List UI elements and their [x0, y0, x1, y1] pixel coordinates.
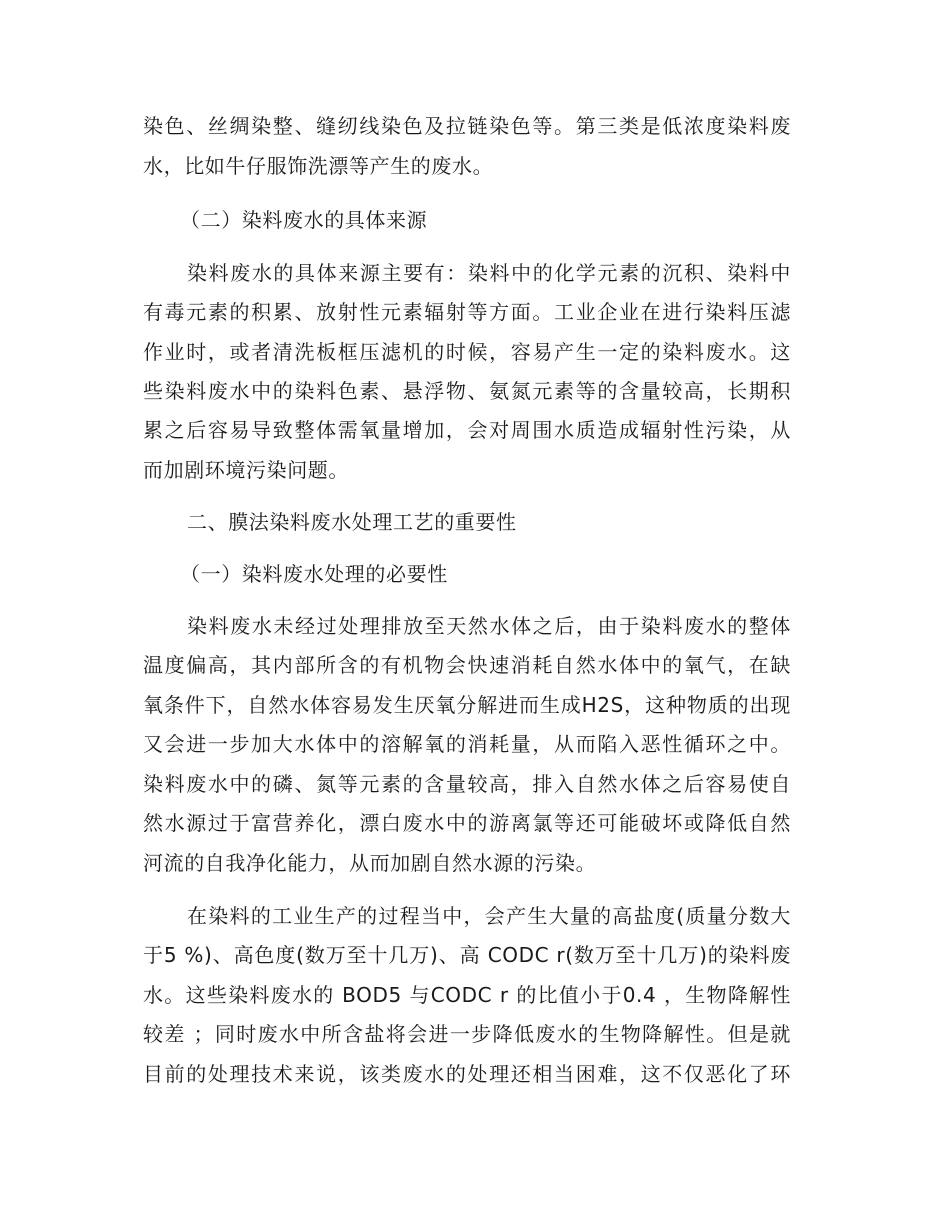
paragraph-line: 些染料废水中的染料色素、悬浮物、氨氮元素等的含量较高，长期积	[143, 379, 791, 403]
paragraph-line: 又会进一步加大水体中的溶解氧的消耗量，从而陷入恶性循环之中。	[143, 732, 791, 756]
paragraph-line: 染料废水未经过处理排放至天然水体之后，由于染料废水的整体	[187, 614, 791, 638]
paragraph-line: 而加剧环境污染问题。	[143, 458, 349, 482]
paragraph-line: 温度偏高，其内部所含的有机物会快速消耗自然水体中的氧气，在缺	[143, 653, 791, 677]
paragraph-line: 河流的自我净化能力，从而加剧自然水源的污染。	[143, 851, 597, 875]
paragraph-line: 累之后容易导致整体需氧量增加，会对周围水质造成辐射性污染，从	[143, 418, 791, 442]
paragraph-line: 氧条件下，自然水体容易发生厌氧分解进而生成H2S，这种物质的出现	[143, 693, 791, 717]
paragraph-line: 水，比如牛仔服饰洗漂等产生的废水。	[143, 154, 494, 178]
section-subheading: （一）染料废水处理的必要性	[180, 562, 448, 586]
paragraph-line: 有毒元素的积累、放射性元素辐射等方面。工业企业在进行染料压滤	[143, 300, 791, 324]
paragraph-line: 染料废水中的磷、氮等元素的含量较高，排入自然水体之后容易使自	[143, 772, 791, 796]
paragraph-line: 水。这些染料废水的 BOD5 与CODC r 的比值小于0.4 ，生物降解性	[143, 983, 791, 1007]
section-subheading: （二）染料废水的具体来源	[180, 208, 428, 232]
paragraph-line: 染料废水的具体来源主要有：染料中的化学元素的沉积、染料中	[187, 261, 791, 285]
paragraph-line: 然水源过于富营养化，漂白废水中的游离氯等还可能破坏或降低自然	[143, 811, 791, 835]
paragraph-line: 较差 ；同时废水中所含盐将会进一步降低废水的生物降解性。但是就	[143, 1022, 791, 1046]
paragraph-line: 于5 %)、高色度(数万至十几万)、高 CODC r(数万至十几万)的染料废	[143, 943, 791, 967]
paragraph-line: 目前的处理技术来说，该类废水的处理还相当困难，这不仅恶化了环	[143, 1062, 791, 1086]
paragraph-line: 染色、丝绸染整、缝纫线染色及拉链染色等。第三类是低浓度染料废	[143, 114, 791, 138]
paragraph-line: 在染料的工业生产的过程当中，会产生大量的高盐度(质量分数大	[187, 904, 791, 928]
paragraph-line: 作业时，或者清洗板框压滤机的时候，容易产生一定的染料废水。这	[143, 340, 791, 364]
section-heading: 二、膜法染料废水处理工艺的重要性	[187, 510, 517, 534]
